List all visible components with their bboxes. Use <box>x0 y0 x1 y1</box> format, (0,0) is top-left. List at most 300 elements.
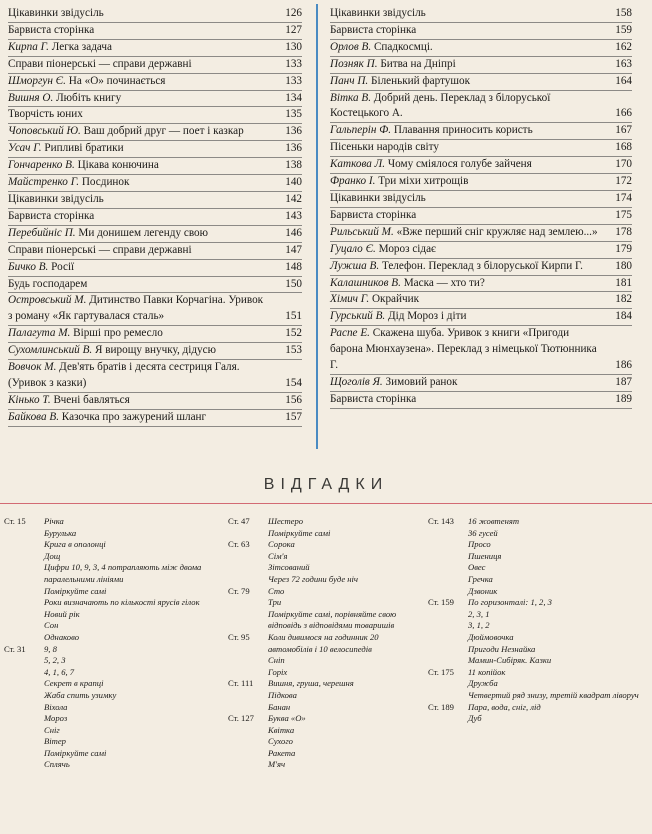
toc-entry-page: 153 <box>285 344 302 357</box>
answer-text: Вишня, груша, черешня <box>268 678 354 689</box>
toc-entry-title: Посдинок <box>81 176 130 189</box>
toc-entry <box>8 107 302 124</box>
answer-row <box>4 586 218 598</box>
answer-page-ref: Ст. 111 <box>228 678 254 689</box>
toc-entry-author: Майстренко Г. <box>8 176 80 189</box>
answer-row <box>4 702 218 714</box>
toc-entry-title: Барвиста сторінка <box>330 23 417 36</box>
answer-text: Коли дивимося на годинник 20 автомобілів і 10 велосипедів <box>268 631 379 654</box>
answer-text: Дзвоник <box>468 585 498 596</box>
answer-text: Пригоди Незнайка <box>468 643 536 654</box>
toc-entry-title: Любіть книгу <box>56 91 122 104</box>
toc-entry <box>8 326 302 343</box>
answer-text: Підкова <box>268 689 297 700</box>
toc-entry-page: 152 <box>285 327 302 340</box>
answer-row <box>428 562 650 574</box>
answer-row <box>428 620 650 632</box>
toc-entry-page: 138 <box>285 159 302 172</box>
answer-text: Поміркуйте самі <box>44 747 107 758</box>
toc-entry-title: Плавання приносить користь <box>393 124 533 137</box>
toc-entry-page: 154 <box>285 376 302 389</box>
answer-row <box>228 690 424 702</box>
answer-row <box>228 736 424 748</box>
answer-text: Сто <box>268 585 285 596</box>
toc-entry <box>330 242 632 259</box>
answer-row <box>228 702 424 714</box>
toc-entry <box>330 123 632 140</box>
answer-text: Четвертий ряд знизу, третій квадрат ліворуч <box>468 689 639 700</box>
toc-entry-title: «Вже перший сніг кружляє над землею...» <box>396 225 598 238</box>
toc-entry <box>330 6 632 23</box>
answer-page-ref: Ст. 63 <box>228 539 250 550</box>
toc-entry <box>8 260 302 277</box>
answer-row <box>428 609 650 621</box>
toc-entry-title: Вірші про ремесло <box>73 327 163 340</box>
answer-text: Мороз <box>44 713 68 724</box>
answer-row <box>228 528 424 540</box>
answer-text: Дружба <box>468 678 498 689</box>
toc-entry <box>8 141 302 158</box>
answer-text: Жаба спить узимку <box>44 689 117 700</box>
toc-entry-page: 151 <box>285 310 302 323</box>
answer-row <box>228 551 424 563</box>
answer-text: М'яч <box>268 759 286 770</box>
answers-column-2 <box>228 516 424 771</box>
toc-entry <box>8 91 302 108</box>
toc-entry-author: Палагута М. <box>8 327 71 340</box>
answer-text: Мамин-Сибіряк. Казки <box>468 655 552 666</box>
answer-page-ref: Ст. 31 <box>4 643 26 654</box>
answer-text: Шестеро <box>268 516 304 526</box>
toc-entry <box>8 209 302 226</box>
toc-entry <box>8 243 302 260</box>
answer-row <box>4 748 218 760</box>
toc-entry <box>330 375 632 392</box>
answer-row <box>228 597 424 609</box>
toc-entry-title: Росії <box>51 260 75 273</box>
answer-text: Банан <box>268 701 291 712</box>
toc-entry-page: 150 <box>285 277 302 290</box>
toc-entry-author: Вишня О. <box>8 91 54 104</box>
answer-row <box>228 586 424 598</box>
answer-row <box>428 574 650 586</box>
answer-row <box>428 516 650 528</box>
answer-text: Просо <box>468 539 491 550</box>
toc-entry-page: 189 <box>615 392 632 405</box>
toc-entry <box>8 293 302 326</box>
toc-entry-author: Хімич Г. <box>330 293 370 306</box>
answer-text: Віхола <box>44 701 68 712</box>
answer-row <box>428 702 650 714</box>
toc-entry-title: Скажена шуба. Уривок з книги «Пригоди барона Мюнхаузена». Переклад з німецької Тютюнника Г. <box>330 327 597 372</box>
answer-row <box>428 539 650 551</box>
answer-text: Поміркуйте самі <box>268 527 331 538</box>
answer-row <box>228 713 424 725</box>
toc-entry-title: Біленький фартушок <box>371 74 471 87</box>
toc-entry-author: Панч П. <box>330 74 369 87</box>
toc-entry-page: 181 <box>615 276 632 289</box>
answers-heading: ВІДГАДКИ <box>263 476 389 493</box>
answer-text: Овес <box>468 562 486 573</box>
toc-entry <box>330 157 632 174</box>
toc-entry-page: 184 <box>615 310 632 323</box>
answer-text: Сон <box>44 620 59 631</box>
answer-text: Сніп <box>268 655 285 666</box>
toc-entry-page: 163 <box>615 57 632 70</box>
answer-row <box>228 609 424 632</box>
answer-row <box>4 562 218 585</box>
toc-entry-title: Чому сміялося голубе зайченя <box>387 158 532 171</box>
toc-entry-author: Гуцало Є. <box>330 242 376 255</box>
toc-entry-title: Цікавинки звідусіль <box>330 7 426 19</box>
toc-entry-author: Рильський М. <box>330 225 394 238</box>
toc-entry-title: Телефон. Переклад з білоруської Кирпи Г. <box>381 259 583 272</box>
answer-row <box>228 759 424 771</box>
toc-entry-title: Дитинство Павки Корчагіна. Уривок з роману «Як гартувалася сталь» <box>8 294 264 323</box>
toc-entry-page: 136 <box>285 125 302 138</box>
answer-text: Цифри 10, 9, 3, 4 потрапляють між двома паралельними лініями <box>44 562 202 584</box>
answer-row <box>4 528 218 540</box>
answer-row <box>228 748 424 760</box>
toc-entry <box>8 226 302 243</box>
toc-entry-page: 126 <box>285 7 302 19</box>
answer-text: 36 гусей <box>468 527 498 538</box>
column-divider <box>316 4 318 449</box>
answer-text: Роки визначають по кількості ярусів гілок <box>44 597 200 608</box>
toc-entry-title: Я вирощу внучку, дідусю <box>95 344 216 357</box>
answer-row <box>428 667 650 679</box>
answer-row <box>428 655 650 667</box>
answer-text: Пшениця <box>468 550 502 561</box>
toc-entry <box>8 343 302 360</box>
answer-row <box>4 667 218 679</box>
toc-entry-page: 136 <box>285 142 302 155</box>
toc-entry-title: Барвиста сторінка <box>330 392 417 405</box>
answer-row <box>428 528 650 540</box>
toc-entry <box>330 191 632 208</box>
answer-row <box>4 678 218 690</box>
toc-entry <box>8 6 302 23</box>
answer-row <box>228 632 424 655</box>
answer-text: 4, 1, 6, 7 <box>44 666 75 677</box>
toc-entry-page: 146 <box>285 226 302 239</box>
toc-entry-page: 167 <box>615 124 632 137</box>
toc-entry-author: Распе Е. <box>330 327 370 340</box>
toc-entry-page: 147 <box>285 243 302 256</box>
toc-entry-title: Справи піонерські — справи державні <box>8 243 192 256</box>
toc-entry <box>330 392 632 409</box>
toc-entry-page: 143 <box>285 209 302 222</box>
answer-text: Секрет в крапці <box>44 678 104 689</box>
answer-text: Дощ <box>44 550 61 561</box>
answer-text: Зітсований <box>268 562 310 573</box>
toc-entry-page: 178 <box>615 225 632 238</box>
answer-row <box>228 516 424 528</box>
answer-text: Квітка <box>268 724 295 735</box>
toc-entry-title: Казочка про зажурений шланг <box>61 410 207 423</box>
answer-text: Крига в ополонці <box>44 539 106 550</box>
answer-row <box>4 655 218 667</box>
contents-right-column <box>330 6 632 409</box>
toc-entry <box>8 277 302 294</box>
toc-entry-page: 168 <box>615 141 632 154</box>
answer-text: 16 жовтенят <box>468 516 520 526</box>
answer-text: 11 копійок <box>468 666 506 677</box>
toc-entry-author: Франко І. <box>330 175 376 188</box>
toc-entry-page: 164 <box>615 74 632 87</box>
answer-page-ref: Ст. 189 <box>428 701 454 712</box>
toc-entry-title: Мороз сідає <box>378 242 436 255</box>
toc-entry-title: Спадкосмці. <box>373 40 433 53</box>
answer-page-ref: Ст. 47 <box>228 516 250 526</box>
toc-entry-author: Сухомлинський В. <box>8 344 93 357</box>
answer-row <box>428 586 650 598</box>
answer-text: Гречка <box>468 573 493 584</box>
answer-row <box>228 667 424 679</box>
answer-text: 9, 8 <box>44 643 57 654</box>
answer-row <box>228 655 424 667</box>
toc-entry-title: Дід Мороз і діти <box>388 310 467 323</box>
answer-text: По горизонталі: 1, 2, 3 <box>468 597 552 608</box>
toc-entry-page: 179 <box>615 242 632 255</box>
answer-page-ref: Ст. 159 <box>428 597 454 608</box>
answer-text: Сплячь <box>44 759 70 770</box>
toc-entry-title: Справи піонерські — справи державні <box>8 57 192 70</box>
answer-text: Річка <box>44 516 64 526</box>
answer-row <box>428 551 650 563</box>
toc-entry-author: Гончаренко В. <box>8 159 75 172</box>
answer-row <box>4 736 218 748</box>
toc-entry-page: 156 <box>285 393 302 406</box>
toc-entry-page: 133 <box>285 74 302 87</box>
toc-entry-title: На «О» починається <box>68 74 166 87</box>
toc-entry <box>8 40 302 57</box>
answer-text: Сніг <box>44 724 60 735</box>
answer-row <box>4 516 218 528</box>
answer-row <box>4 597 218 609</box>
answer-text: Поміркуйте самі <box>44 585 107 596</box>
answer-text: Сорока <box>268 539 295 550</box>
toc-entry-title: Будь господарем <box>8 277 88 290</box>
toc-entry-author: Усач Г. <box>8 142 42 155</box>
answer-row <box>428 678 650 690</box>
toc-entry-page: 159 <box>615 23 632 36</box>
toc-entry-page: 127 <box>285 23 302 36</box>
toc-entry <box>8 192 302 209</box>
toc-entry-page: 158 <box>615 7 632 19</box>
toc-entry <box>330 91 632 124</box>
toc-entry <box>8 23 302 40</box>
heading-rule <box>0 503 652 504</box>
toc-entry <box>330 276 632 293</box>
toc-entry-page: 140 <box>285 176 302 189</box>
answer-page-ref: Ст. 143 <box>428 516 454 526</box>
answer-text: Бурулька <box>44 527 77 538</box>
answer-text: Новий рік <box>44 608 80 619</box>
answer-text: Вітер <box>44 736 66 747</box>
toc-entry <box>330 40 632 57</box>
answer-text: 3, 1, 2 <box>468 620 490 631</box>
toc-entry <box>330 208 632 225</box>
answer-text: Через 72 години буде ніч <box>268 573 359 584</box>
answer-text: Дуб <box>468 713 482 724</box>
toc-entry <box>330 74 632 91</box>
answer-row <box>428 690 650 702</box>
toc-entry <box>8 393 302 410</box>
toc-entry-page: 174 <box>615 191 632 204</box>
toc-entry <box>8 410 302 427</box>
toc-entry <box>330 292 632 309</box>
toc-entry-title: Вчені бавляться <box>53 393 130 406</box>
toc-entry-title: Барвиста сторінка <box>8 23 95 36</box>
toc-entry-author: Гурський В. <box>330 310 386 323</box>
answer-row <box>228 574 424 586</box>
toc-entry-title: Творчість юних <box>8 108 83 121</box>
answer-row <box>428 632 650 644</box>
toc-entry-page: 175 <box>615 208 632 221</box>
toc-entry-author: Вовчок М. <box>8 361 57 374</box>
toc-entry <box>330 23 632 40</box>
answer-page-ref: Ст. 15 <box>4 516 26 526</box>
toc-entry-title: Рипливі братики <box>44 142 124 155</box>
toc-entry-title: Добрий день. Переклад з білоруської Костецького А. <box>330 91 551 120</box>
toc-entry <box>330 309 632 326</box>
toc-entry-page: 166 <box>615 107 632 120</box>
contents-left-column <box>8 6 302 427</box>
toc-entry <box>8 124 302 141</box>
toc-entry-author: Бичко В. <box>8 260 49 273</box>
toc-entry-title: Зимовий ранок <box>385 375 458 388</box>
toc-entry <box>330 225 632 242</box>
answers-column-3 <box>428 516 650 725</box>
toc-entry-page: 187 <box>615 375 632 388</box>
toc-entry-title: Барвиста сторінка <box>8 209 95 222</box>
toc-entry-title: Маска — хто ти? <box>403 276 485 289</box>
answer-row <box>228 562 424 574</box>
answer-row <box>4 609 218 621</box>
toc-entry <box>330 140 632 157</box>
answer-row <box>4 713 218 725</box>
answer-text: Пара, вода, сніг, лід <box>468 701 541 712</box>
answer-row <box>4 551 218 563</box>
toc-entry <box>330 259 632 276</box>
toc-entry-author: Орлов В. <box>330 40 372 53</box>
toc-entry-title: Ми донишем легенду свою <box>78 226 208 239</box>
toc-entry-title: Пісеньки народів світу <box>330 141 439 154</box>
toc-entry-page: 186 <box>615 359 632 372</box>
toc-entry-title: Дев'ять братів і десята сестриця Галя. (Уривок з казки) <box>8 361 240 389</box>
answer-text: 2, 3, 1 <box>468 608 490 619</box>
toc-entry-title: Ваш добрий друг — поет і казкар <box>83 125 244 138</box>
toc-entry-author: Островський М. <box>8 294 87 307</box>
toc-entry-author: Позняк П. <box>330 57 378 70</box>
toc-entry-author: Каткова Л. <box>330 158 386 171</box>
toc-entry-page: 180 <box>615 259 632 272</box>
answer-page-ref: Ст. 79 <box>228 585 250 596</box>
answer-row <box>4 539 218 551</box>
answer-row <box>228 725 424 737</box>
toc-entry-page: 133 <box>285 57 302 70</box>
toc-entry <box>330 326 632 375</box>
toc-entry-author: Чоповський Ю. <box>8 125 81 138</box>
toc-entry <box>8 158 302 175</box>
answer-row <box>228 539 424 551</box>
answer-text: Дюймовочка <box>468 631 514 642</box>
toc-entry-page: 172 <box>615 175 632 188</box>
answer-row <box>4 759 218 771</box>
toc-entry <box>8 175 302 192</box>
answer-row <box>4 644 218 656</box>
toc-entry-author: Байкова В. <box>8 410 59 423</box>
toc-entry-page: 157 <box>285 410 302 423</box>
toc-entry <box>8 57 302 74</box>
answer-row <box>428 713 650 725</box>
answer-text: Сухого <box>268 736 293 747</box>
toc-entry-title: Цікава конючина <box>77 159 159 172</box>
toc-entry-title: Битва на Дніпрі <box>380 57 456 70</box>
toc-entry-author: Кінько Т. <box>8 393 51 406</box>
toc-entry-author: Шморгун Є. <box>8 74 66 87</box>
toc-entry-page: 134 <box>285 91 302 104</box>
answer-text: Буква «О» <box>268 713 306 724</box>
toc-entry-page: 130 <box>285 40 302 53</box>
toc-entry-author: Кирпа Г. <box>8 40 49 53</box>
answer-page-ref: Ст. 95 <box>228 631 250 642</box>
toc-entry-title: Барвиста сторінка <box>330 208 417 221</box>
toc-entry-page: 135 <box>285 108 302 121</box>
toc-entry <box>8 360 302 393</box>
toc-entry-author: Вітка В. <box>330 91 371 104</box>
toc-entry-page: 182 <box>615 293 632 306</box>
toc-entry-title: Легка задача <box>51 40 112 53</box>
answer-text: Сім'я <box>268 550 288 561</box>
answer-page-ref: Ст. 175 <box>428 666 454 677</box>
answer-row <box>428 644 650 656</box>
answer-text: Поміркуйте самі, порівняйте свою відповідь з відповідями товаришів <box>268 608 397 631</box>
answer-row <box>4 725 218 737</box>
toc-entry-page: 170 <box>615 158 632 171</box>
toc-entry-title: Цікавинки звідусіль <box>8 7 104 19</box>
toc-entry-author: Лужша В. <box>330 259 380 272</box>
toc-entry-page: 148 <box>285 260 302 273</box>
toc-entry-author: Перебийніс П. <box>8 226 76 239</box>
toc-entry-author: Гальперін Ф. <box>330 124 392 137</box>
answer-text: Горіх <box>268 666 288 677</box>
answer-row <box>4 690 218 702</box>
answers-column-1 <box>4 516 218 771</box>
toc-entry-page: 142 <box>285 192 302 205</box>
toc-entry <box>8 74 302 91</box>
toc-entry-author: Калашников В. <box>330 276 401 289</box>
answer-text: Однаково <box>44 631 80 642</box>
answer-row <box>4 632 218 644</box>
toc-entry-title: Цікавинки звідусіль <box>330 191 426 204</box>
answer-row <box>428 597 650 609</box>
answer-row <box>4 620 218 632</box>
toc-entry-title: Окрайчик <box>371 293 420 306</box>
toc-entry <box>330 57 632 74</box>
answer-text: Три <box>268 597 282 608</box>
toc-entry-title: Три міхи хитрощів <box>378 175 469 188</box>
toc-entry-page: 162 <box>615 40 632 53</box>
answer-row <box>228 678 424 690</box>
answer-page-ref: Ст. 127 <box>228 713 254 724</box>
answer-text: Ракета <box>268 747 296 758</box>
toc-entry-author: Щоголів Я. <box>330 375 383 388</box>
toc-entry <box>330 174 632 191</box>
answer-text: 5, 2, 3 <box>44 655 66 666</box>
toc-entry-title: Цікавинки звідусіль <box>8 192 104 205</box>
